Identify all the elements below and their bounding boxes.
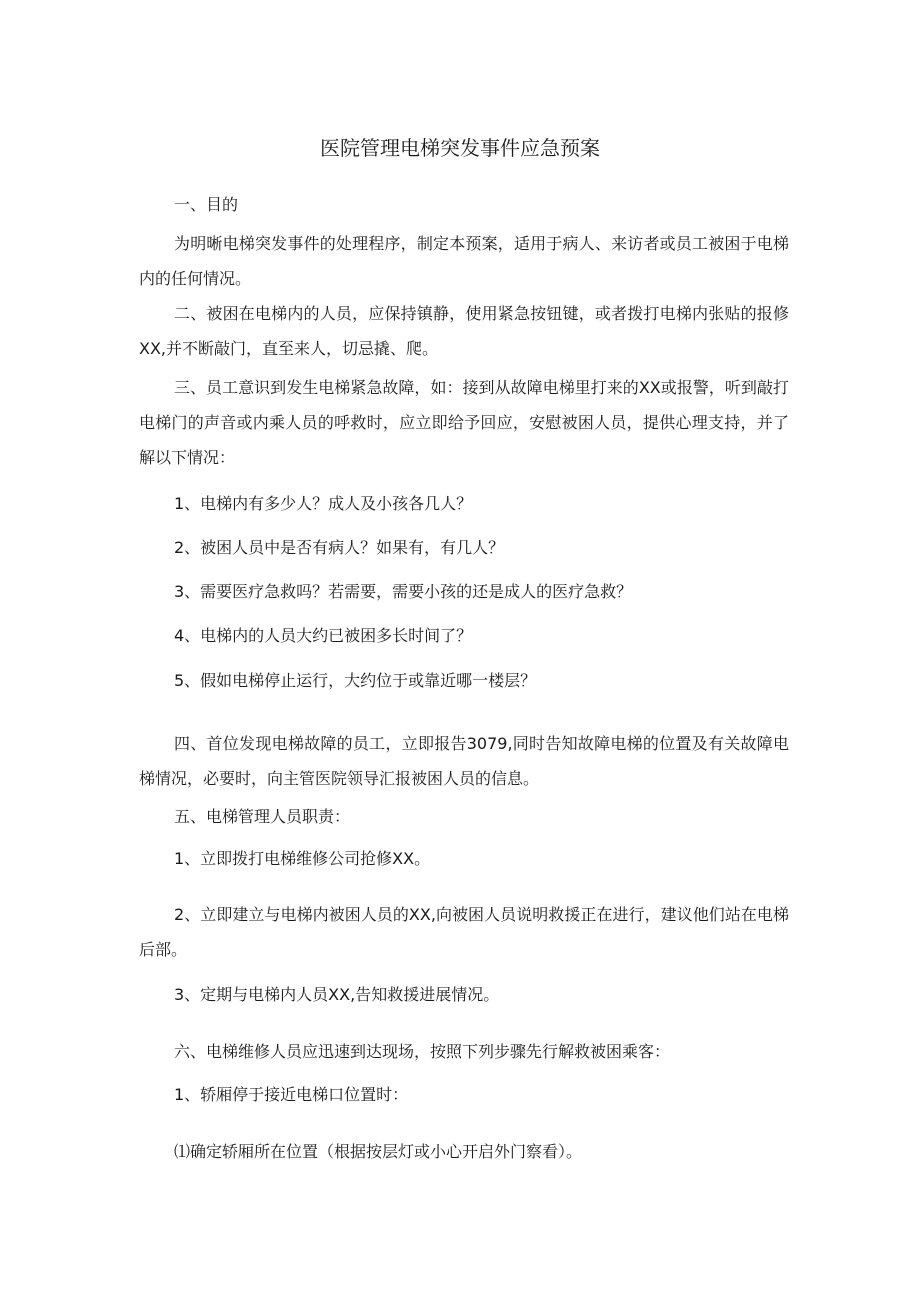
document-title: 医院管理电梯突发事件应急预案: [320, 136, 600, 160]
list-item: 2、立即建立与电梯内被困人员的XX,向被困人员说明救援正在进行，建议他们站在电梯后部。: [139, 905, 789, 959]
paragraph-first-discoverer: 四、首位发现电梯故障的员工，立即报告3079,同时告知故障电梯的位置及有关故障电梯情况，必要时，向主管医院领导汇报被困人员的信息。: [139, 734, 789, 788]
list-item: 5、假如电梯停止运行，大约位于或靠近哪一楼层？: [174, 671, 537, 690]
paragraph-staff-response: 三、员工意识到发生电梯紧急故障，如：接到从故障电梯里打来的XX或报警，听到敲打电梯门的声音或内乘人员的呼救时，应立即给予回应，安慰被困人员，提供心理支持，并了解以下情况：: [139, 378, 789, 467]
paragraph-purpose: 为明晰电梯突发事件的处理程序，制定本预案，适用于病人、来访者或员工被困于电梯内的任何情况。: [139, 234, 789, 288]
section-heading-purpose: 一、目的: [174, 195, 239, 214]
list-item: ⑴确定轿厢所在位置（根据按层灯或小心开启外门察看）。: [174, 1142, 583, 1161]
list-item: 1、电梯内有多少人？成人及小孩各几人？: [174, 494, 473, 513]
list-item: 1、立即拨打电梯维修公司抢修XX。: [174, 849, 431, 868]
list-item: 3、需要医疗急救吗？若需要，需要小孩的还是成人的医疗急救？: [174, 582, 633, 601]
list-item: 4、电梯内的人员大约已被困多长时间了？: [174, 626, 473, 645]
list-item: 1、轿厢停于接近电梯口位置时：: [174, 1085, 409, 1104]
section-heading-maintenance: 六、电梯维修人员应迅速到达现场，按照下列步骤先行解救被困乘客：: [174, 1042, 671, 1061]
paragraph-trapped-persons: 二、被困在电梯内的人员，应保持镇静，使用紧急按钮键，或者拨打电梯内张贴的报修XX,并不断敲门，直至来人，切忌撬、爬。: [139, 304, 789, 358]
list-item: 3、定期与电梯内人员XX,告知救援进展情况。: [174, 985, 500, 1004]
section-heading-manager-duties: 五、电梯管理人员职责：: [174, 807, 351, 826]
list-item: 2、被困人员中是否有病人？如果有，有几人？: [174, 538, 505, 557]
